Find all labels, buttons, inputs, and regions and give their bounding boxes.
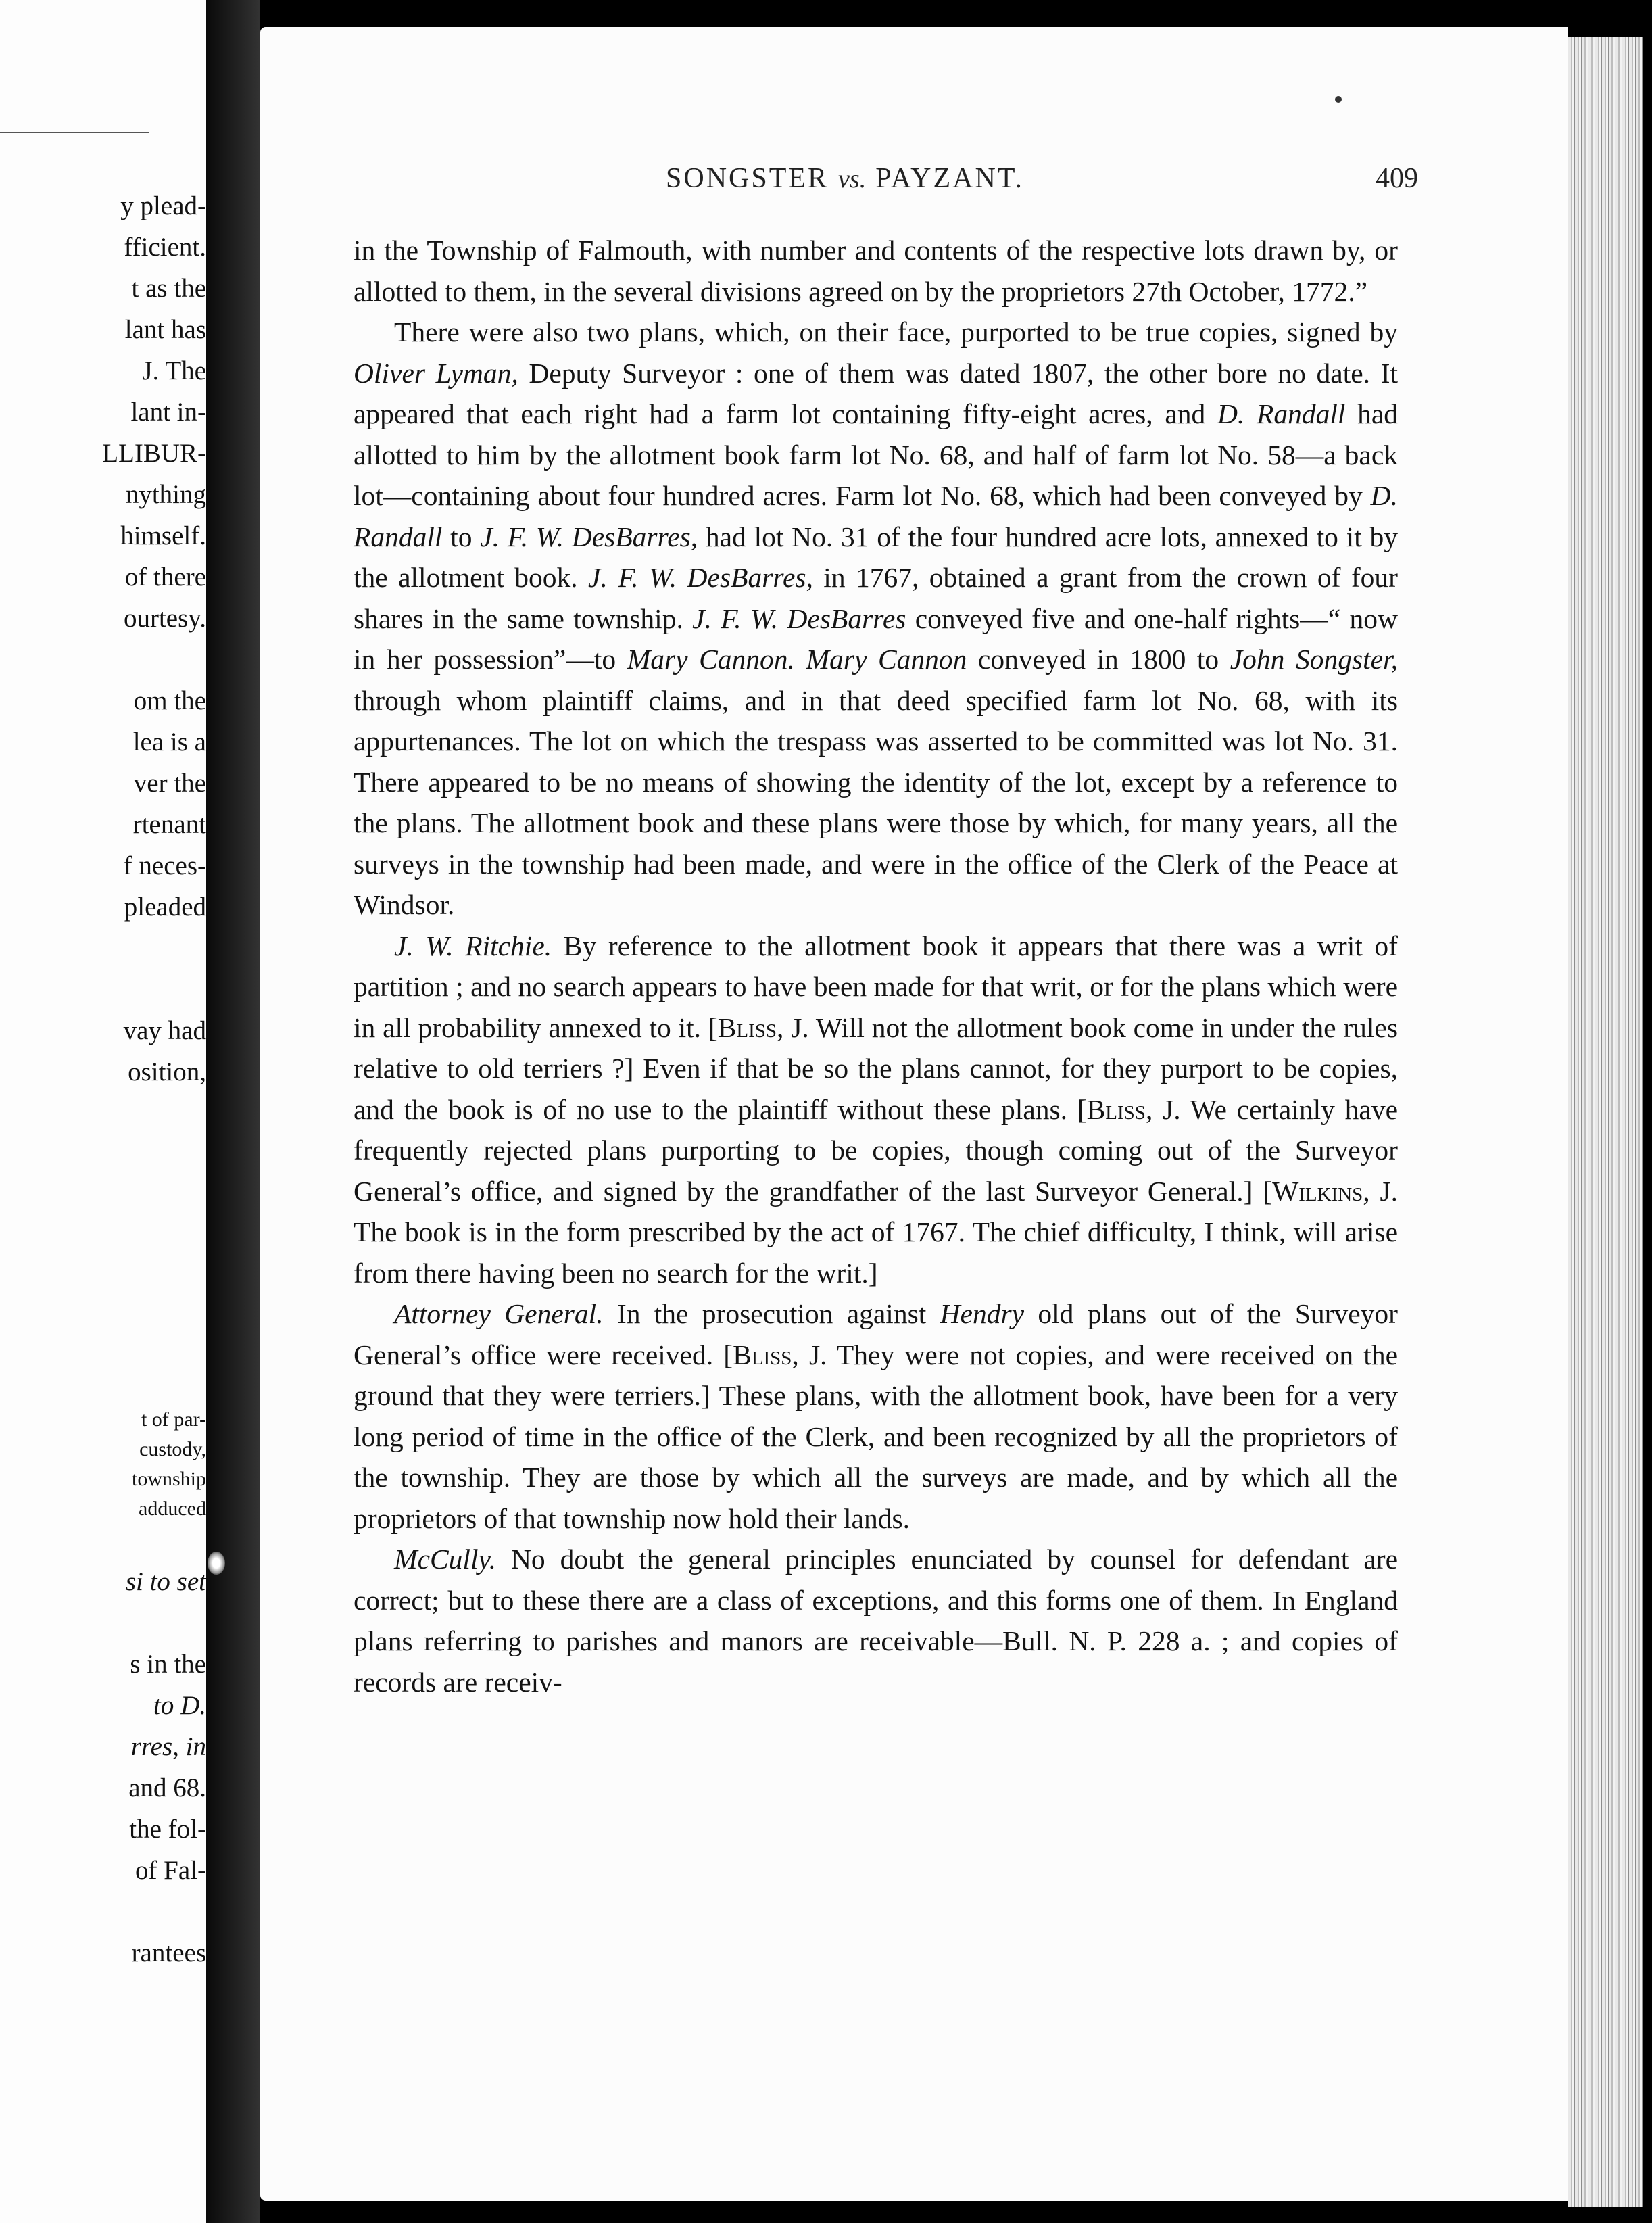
body-paragraph: [354, 312, 1398, 926]
page-edges: [1568, 37, 1643, 2207]
facing-page-line: to D.: [153, 1691, 206, 1720]
facing-page-line: the fol-: [129, 1815, 206, 1844]
page-number: 409: [1376, 163, 1418, 194]
facing-page-line: rantees: [131, 1938, 206, 1967]
text-run: in 1767, obtained a grant from the crown of four shares in the same township.: [354, 562, 1398, 634]
text-run: through whom plaintiff claims, and in that deed specified farm lot No. 68, with its appurtenances. The lot on which the trespass was asserted to be committed was lot No. 31. There appeared to be no means of showing the identity of the lot, except by a reference to the plans. The allotment book and these plans were those by which, for many years, all the surveys in the township had been made, and were in the office of the Clerk of the Peace at Windsor.: [354, 684, 1398, 920]
binding-hole: [208, 1552, 225, 1575]
small-caps-text: Wilkins: [1272, 1175, 1363, 1207]
gutter-shadow: [206, 0, 260, 2223]
facing-page-line: J. The: [142, 356, 206, 385]
text-run: No doubt the general principles enunciated by counsel for defendant are correct; but to these there are a class of exceptions, and this forms one of them. In England plans referring to parishes and manors are receivable—Bull. N. P. 228 a. ; and copies of records are receiv-: [354, 1544, 1398, 1698]
facing-page-line: si to set: [125, 1567, 206, 1596]
text-run: , J. Will not the allotment book come in under the rules relative to old terriers ?] Even if that be so the plans cannot, for they purport to be copies, and the book is of no use to the plaintiff without these plans. [: [354, 1011, 1398, 1125]
facing-page-line: lea is a: [132, 727, 206, 757]
text-run: in the Township of Falmouth, with number and contents of the respective lots drawn by, or allotted to them, in the several divisions agreed on by the proprietors 27th October, 1772.”: [354, 235, 1398, 307]
body-paragraph: [354, 1293, 1398, 1539]
running-head: [666, 162, 1024, 195]
ink-speck: [1335, 96, 1342, 103]
text-run: conveyed five and one-half rights—“ now in her possession”—to: [354, 602, 1399, 675]
italic-text: Mary Cannon: [806, 644, 967, 675]
text-run: In the prosecution against: [603, 1298, 940, 1329]
facing-page-note-line: township: [131, 1468, 206, 1490]
facing-page-line: rtenant: [132, 810, 206, 839]
italic-text: J. F. W. DesBarres,: [480, 521, 698, 552]
text-run: , J. We certainly have frequently rejected plans purporting to be copies, though coming out of the Surveyor General’s office, and signed by the grandfather of the last Surveyor General.] [: [354, 1093, 1398, 1207]
text-run: , J. They were not copies, and were received on the ground that they were terriers.] These plans, with the allotment book, have been for a very long period of time in the office of the Clerk, and been recognized by all the proprietors of the township. They are those by which all the surveys are made, and by which all the proprietors of that township now hold their lands.: [354, 1339, 1398, 1534]
facing-page-line: and 68.: [128, 1773, 206, 1802]
text-run: had allotted to him by the allotment book farm lot No. 68, and half of farm lot No. 58—a back lot—containing about four hundred acres. Farm lot No. 68, which had been conveyed by: [354, 398, 1398, 511]
text-run: conveyed in 1800 to: [967, 644, 1230, 675]
facing-page-note-line: adduced: [139, 1498, 206, 1520]
body-text: [354, 230, 1398, 1702]
facing-page-line: pleaded: [124, 892, 206, 922]
running-head-vs: vs.: [838, 165, 867, 193]
small-caps-text: Bliss: [1086, 1093, 1146, 1125]
text-run: There were also two plans, which, on their face, purported to be true copies, signed by: [394, 316, 1398, 348]
text-run: old plans out of the Surveyor General’s office were received. [: [354, 1298, 1398, 1370]
text-run: to: [442, 521, 481, 552]
facing-page-line: lant has: [124, 315, 206, 344]
facing-page-note-line: t of par-: [141, 1408, 206, 1431]
text-run: [795, 644, 806, 675]
running-head-left: SONGSTER: [666, 163, 829, 194]
facing-page-line: LLIBUR-: [102, 439, 206, 468]
facing-page-line: himself.: [120, 521, 206, 550]
text-run: had lot No. 31 of the four hundred acre lots, annexed to it by the allotment book.: [354, 521, 1398, 593]
small-caps-text: Bliss: [717, 1011, 777, 1043]
facing-page-line: vay had: [123, 1016, 206, 1045]
facing-page-line: f neces-: [123, 851, 206, 880]
italic-text: McCully.: [394, 1544, 496, 1575]
italic-text: Attorney General.: [394, 1298, 604, 1329]
facing-page-line: of Fal-: [135, 1856, 206, 1885]
body-paragraph: [354, 1539, 1398, 1702]
italic-text: J. W. Ritchie.: [394, 930, 552, 961]
facing-page-line: nything: [125, 480, 206, 509]
facing-page-line: lant in-: [130, 398, 206, 427]
facing-page-line: rres, in: [130, 1732, 206, 1761]
facing-page-line: osition,: [128, 1057, 206, 1086]
facing-page-line: fficient.: [124, 233, 206, 262]
facing-page-line: y plead-: [120, 191, 206, 220]
italic-text: D. Randall: [1217, 398, 1346, 429]
text-run: By reference to the allotment book it appears that there was a writ of partition ; and no search appears to have been made for that writ, or for the plans which were in all probability annexed to it. [: [354, 930, 1398, 1043]
facing-page-line: s in the: [130, 1650, 206, 1679]
italic-text: John Songster,: [1230, 644, 1398, 675]
italic-text: Mary Cannon.: [627, 644, 795, 675]
body-paragraph: [354, 230, 1398, 312]
italic-text: J. F. W. DesBarres: [692, 602, 906, 634]
italic-text: Oliver Lyman,: [354, 357, 518, 389]
facing-page-fragment: [0, 0, 206, 2223]
italic-text: J. F. W. DesBarres,: [588, 562, 813, 593]
text-run: , J. The book is in the form prescribed by the act of 1767. The chief difficulty, I think, will arise from there having been no search for the writ.]: [354, 1175, 1398, 1289]
italic-text: D. Randall: [354, 480, 1398, 552]
body-paragraph: [354, 926, 1398, 1294]
facing-page-line: ourtesy.: [123, 604, 206, 633]
facing-page-line: ver the: [133, 769, 206, 798]
facing-page-rule: [0, 132, 149, 133]
facing-page-line: t as the: [131, 274, 206, 303]
facing-page-line: om the: [133, 686, 206, 715]
italic-text: Hendry: [940, 1298, 1025, 1329]
facing-page-line: of there: [124, 563, 206, 592]
facing-page-note-line: custody,: [139, 1438, 206, 1460]
small-caps-text: Bliss: [733, 1339, 792, 1370]
text-run: Deputy Surveyor : one of them was dated 1807, the other bore no date. It appeared that each right had a farm lot containing fifty-eight acres, and: [354, 357, 1398, 429]
running-head-right: PAYZANT.: [875, 163, 1024, 194]
